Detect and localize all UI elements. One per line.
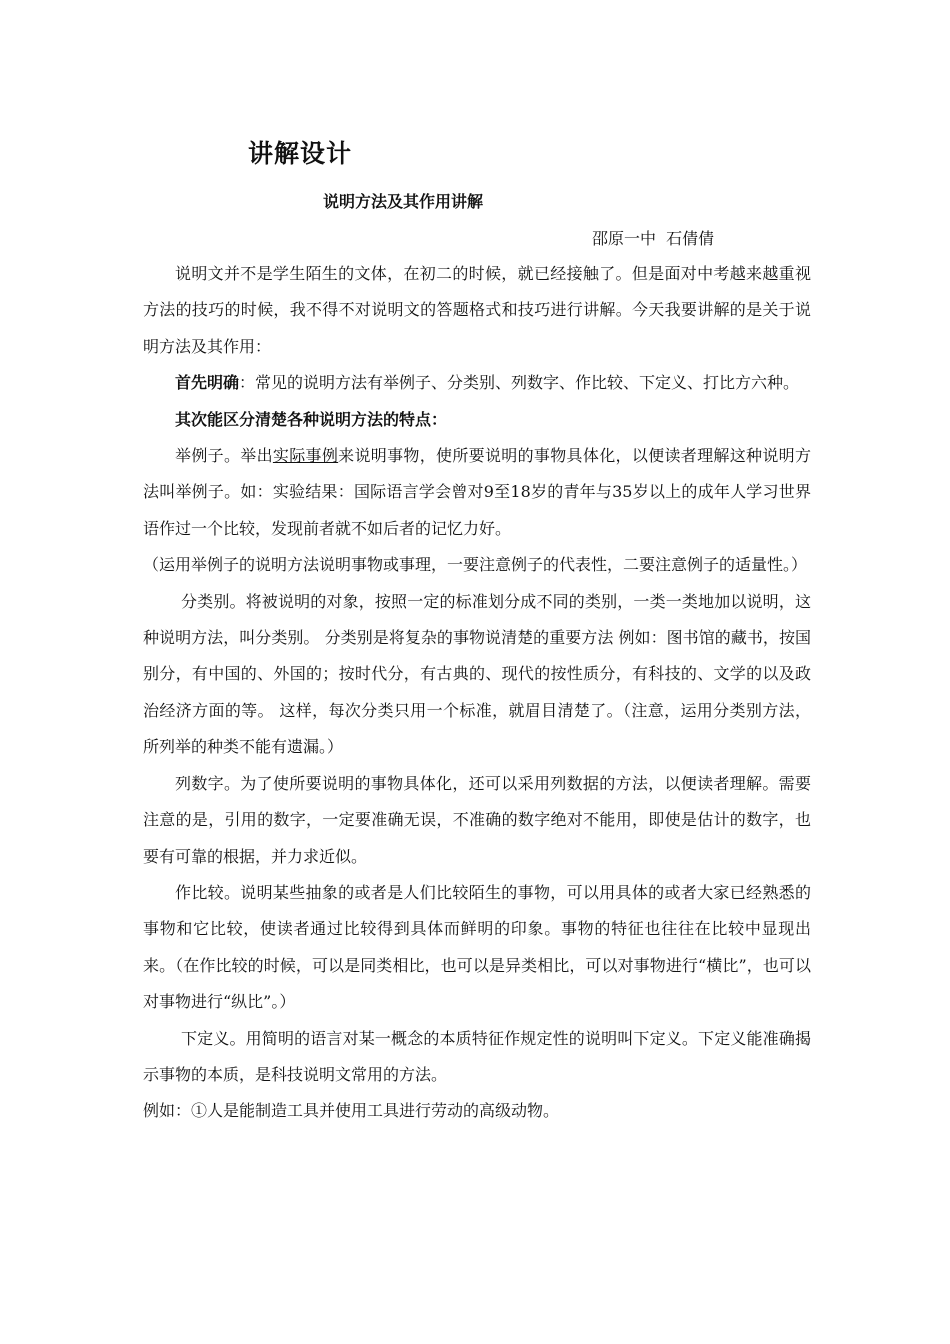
first-lead: 首先明确 — [175, 373, 240, 393]
author-line: 邵原一中 石倩倩 — [592, 229, 715, 248]
first-text: ：常见的说明方法有举例子、分类别、列数字、作比较、下定义、打比方六种。 — [239, 373, 800, 393]
example-text-a: 举例子。举出 — [175, 446, 273, 466]
example-paragraph — [143, 438, 811, 547]
classify-paragraph: 分类别。将被说明的对象，按照一定的标准划分成不同的类别，一类一类地加以说明，这种说明方法，叫分类别。 分类别是将复杂的事物说清楚的重要方法 例如：图书馆的藏书，按国别分，有中国的、外国的；按时代分，有古典的、现代的按性质分，有科技的、文学的以及政治经济方面的等。 这样，每次分类只用一个标准，就眉目清楚了。（注意，运用分类别方法，所列举的种类不能有遗漏。） — [143, 591, 811, 757]
document-body — [143, 256, 811, 1130]
define-example: 例如：①人是能制造工具并使用工具进行劳动的高级动物。 — [143, 1101, 560, 1121]
first-paragraph — [143, 365, 811, 401]
define-paragraph: 下定义。用简明的语言对某一概念的本质特征作规定性的说明叫下定义。下定义能准确揭示事物的本质，是科技说明文常用的方法。 — [143, 1028, 811, 1084]
second-heading: 其次能区分清楚各种说明方法的特点： — [175, 409, 448, 429]
intro-paragraph: 说明文并不是学生陌生的文体，在初二的时候，就已经接触了。但是面对中考越来越重视方法的技巧的时候，我不得不对说明文的答题格式和技巧进行讲解。今天我要讲解的是关于说明方法及其作用： — [143, 264, 811, 356]
compare-paragraph: 作比较。说明某些抽象的或者是人们比较陌生的事物，可以用具体的或者大家已经熟悉的事物和它比较，使读者通过比较得到具体而鲜明的印象。事物的特征也往往在比较中显现出来。（在作比较的时候，可以是同类相比，也可以是异类相比，可以对事物进行“横比”，也可以对事物进行“纵比”。） — [143, 882, 811, 1012]
numbers-paragraph: 列数字。为了使所要说明的事物具体化，还可以采用列数据的方法，以便读者理解。需要注意的是，引用的数字，一定要准确无误，不准确的数字绝对不能用，即使是估计的数字，也要有可靠的根据，并力求近似。 — [143, 773, 811, 866]
page-title: 讲解设计 — [248, 139, 353, 168]
example-underlined: 实际事例 — [272, 446, 339, 466]
example-text-b: 来说明事物，使所要说明的事物具体化，以便读者理解这种说明方法叫举例子。如：实验结果：国际语言学会曾对9至18岁的青年与35岁以上的成年人学习世界语作过一个比较，发现前者就不如后者的记忆力好。 — [143, 446, 811, 538]
subtitle: 说明方法及其作用讲解 — [323, 192, 484, 211]
example-note: （运用举例子的说明方法说明事物或事理，一要注意例子的代表性，二要注意例子的适量性。） — [143, 555, 808, 575]
